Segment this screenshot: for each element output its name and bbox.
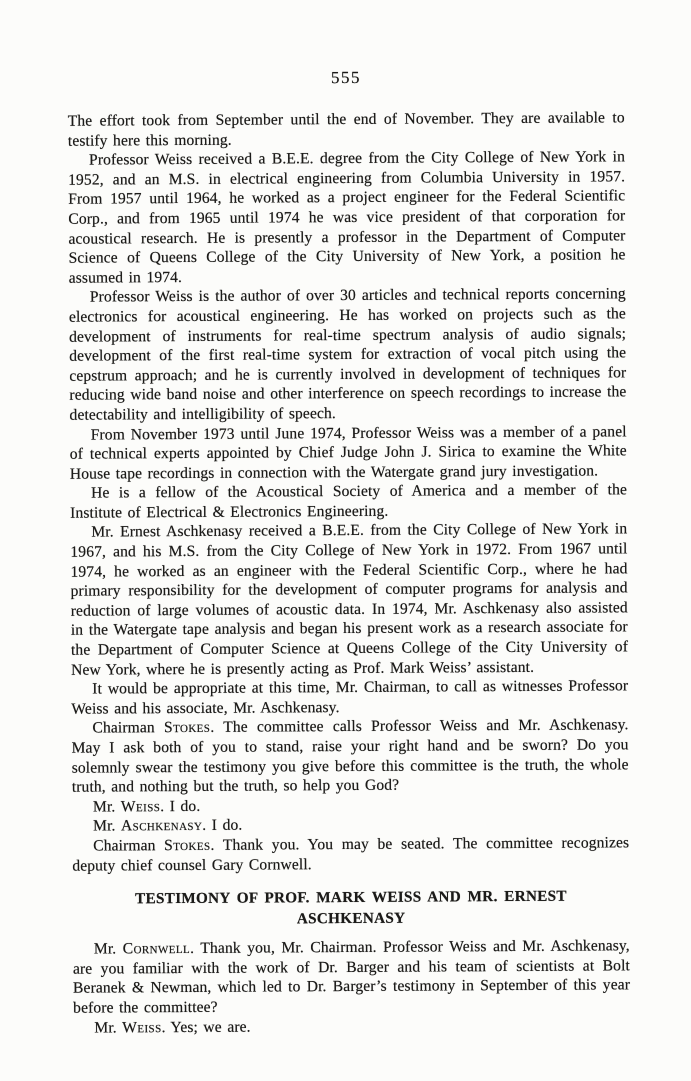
speaker-title: Chairman bbox=[92, 719, 165, 737]
speaker-title: Mr. bbox=[92, 798, 121, 816]
paragraph-speech bbox=[73, 1015, 630, 1038]
paragraph bbox=[70, 520, 628, 680]
testimony-heading: TESTIMONY OF PROF. MARK WEISS AND MR. ERNEST ASCHKENASY bbox=[135, 887, 567, 928]
paragraph-speech bbox=[71, 716, 628, 798]
speaker-name: Cornwell bbox=[122, 940, 191, 958]
paragraph bbox=[69, 285, 627, 426]
speaker-name: Aschkenasy bbox=[120, 817, 203, 835]
speaker-title: Mr. bbox=[93, 817, 122, 835]
speaker-name: Weiss bbox=[120, 797, 161, 816]
paragraph bbox=[68, 147, 626, 288]
paragraph-text: Professor Weiss is the author of over 30 articles and technical reports concerning electronics for acoustical engineering. He has worked on projects such as the development of instruments for real-time spectrum analysis of audio signals; development of the first real-time system for extraction of vocal pitch using the cepstrum approach; and he is currently involved in development of techniques for reducing wide band noise and other interference on speech recordings to increase the detectability and intelligibility of speech. bbox=[68, 285, 627, 424]
paragraph-text: Professor Weiss received a B.E.E. degree from the City College of New York in 1952, and an M.S. in electrical engineering from Columbia University in 1957. From 1957 until 1964, he worked as a project engineer for the Federal Scientific Corp., and from 1965 until 1974 he was vice president of that corporation for acoustical research. He is presently a professor in the Department of Computer Science of Queens College of the City University of New York, a position he assumed in 1974. bbox=[68, 148, 626, 287]
paragraph-text: It would be appropriate at this time, Mr. Chairman, to call as witnesses Professor Weiss and his associate, Mr. Aschkenasy. bbox=[71, 677, 629, 718]
paragraph-speech bbox=[72, 833, 629, 876]
paragraph bbox=[71, 677, 628, 720]
speech-text: . Thank you. You may be seated. The committee recognizes deputy chief counsel Gary Cornwell. bbox=[72, 834, 630, 875]
paragraph-text: From November 1973 until June 1974, Professor Weiss was a member of a panel of technical experts appointed by Chief Judge John J. Sirica to examine the White House tape recordings in connection with the Watergate grand jury investigation. bbox=[69, 422, 627, 483]
speech-text: . Yes; we are. bbox=[161, 1018, 251, 1036]
page-content bbox=[67, 0, 630, 1038]
page-number: 555 bbox=[330, 67, 362, 88]
speaker-name: Stokes bbox=[163, 719, 211, 737]
paragraph-text: The effort took from September until the end of November. They are available to testify here this morning. bbox=[67, 109, 625, 150]
paragraph-text: He is a fellow of the Acoustical Society of America and a member of the Institute of Electrical & Electronics Engineering. bbox=[70, 481, 628, 522]
speaker-title: Mr. bbox=[94, 1018, 123, 1037]
speaker-name: Stokes bbox=[164, 836, 211, 855]
paragraph bbox=[70, 422, 627, 484]
paragraph bbox=[70, 481, 627, 524]
speech-text: . I do. bbox=[160, 797, 201, 815]
speaker-title: Chairman bbox=[93, 837, 165, 855]
paragraph-speech bbox=[73, 936, 630, 1018]
paragraph-text: Mr. Ernest Aschkenasy received a B.E.E. from the City College of New York in 1967, and his M.S. from the City College of New York in 1972. From 1967 until 1974, he worked as an engineer with the Federal Scientific Corp., where he had primary responsibility for the development of computer programs for analysis and reduction of large volumes of acoustic data. In 1974, Mr. Aschkenasy also assisted in the Watergate tape analysis and began his present work as a research associate for the Department of Computer Science at Queens College of the City University of New York, where he is presently acting as Prof. Mark Weiss’ assistant. bbox=[70, 520, 629, 679]
speech-text: . I do. bbox=[202, 817, 243, 835]
speaker-name: Weiss bbox=[122, 1018, 162, 1036]
speech-text: . Thank you, Mr. Chairman. Professor Weiss and Mr. Aschkenasy, are you familiar with the work of Dr. Barger and his team of scientists at Bolt Beranek & Newman, which led to Dr. Barger’s testimony in September of this year before the committee? bbox=[72, 937, 631, 1017]
speaker-title: Mr. bbox=[93, 940, 123, 958]
speech-text: . The committee calls Professor Weiss and Mr. Aschkenasy. May I ask both of you to stand, raise your right hand and be sworn? Do you solemnly swear the testimony you give before this committee is the truth, the whole truth, and nothing but the truth, so help you God? bbox=[71, 716, 629, 796]
paragraph bbox=[68, 108, 625, 151]
